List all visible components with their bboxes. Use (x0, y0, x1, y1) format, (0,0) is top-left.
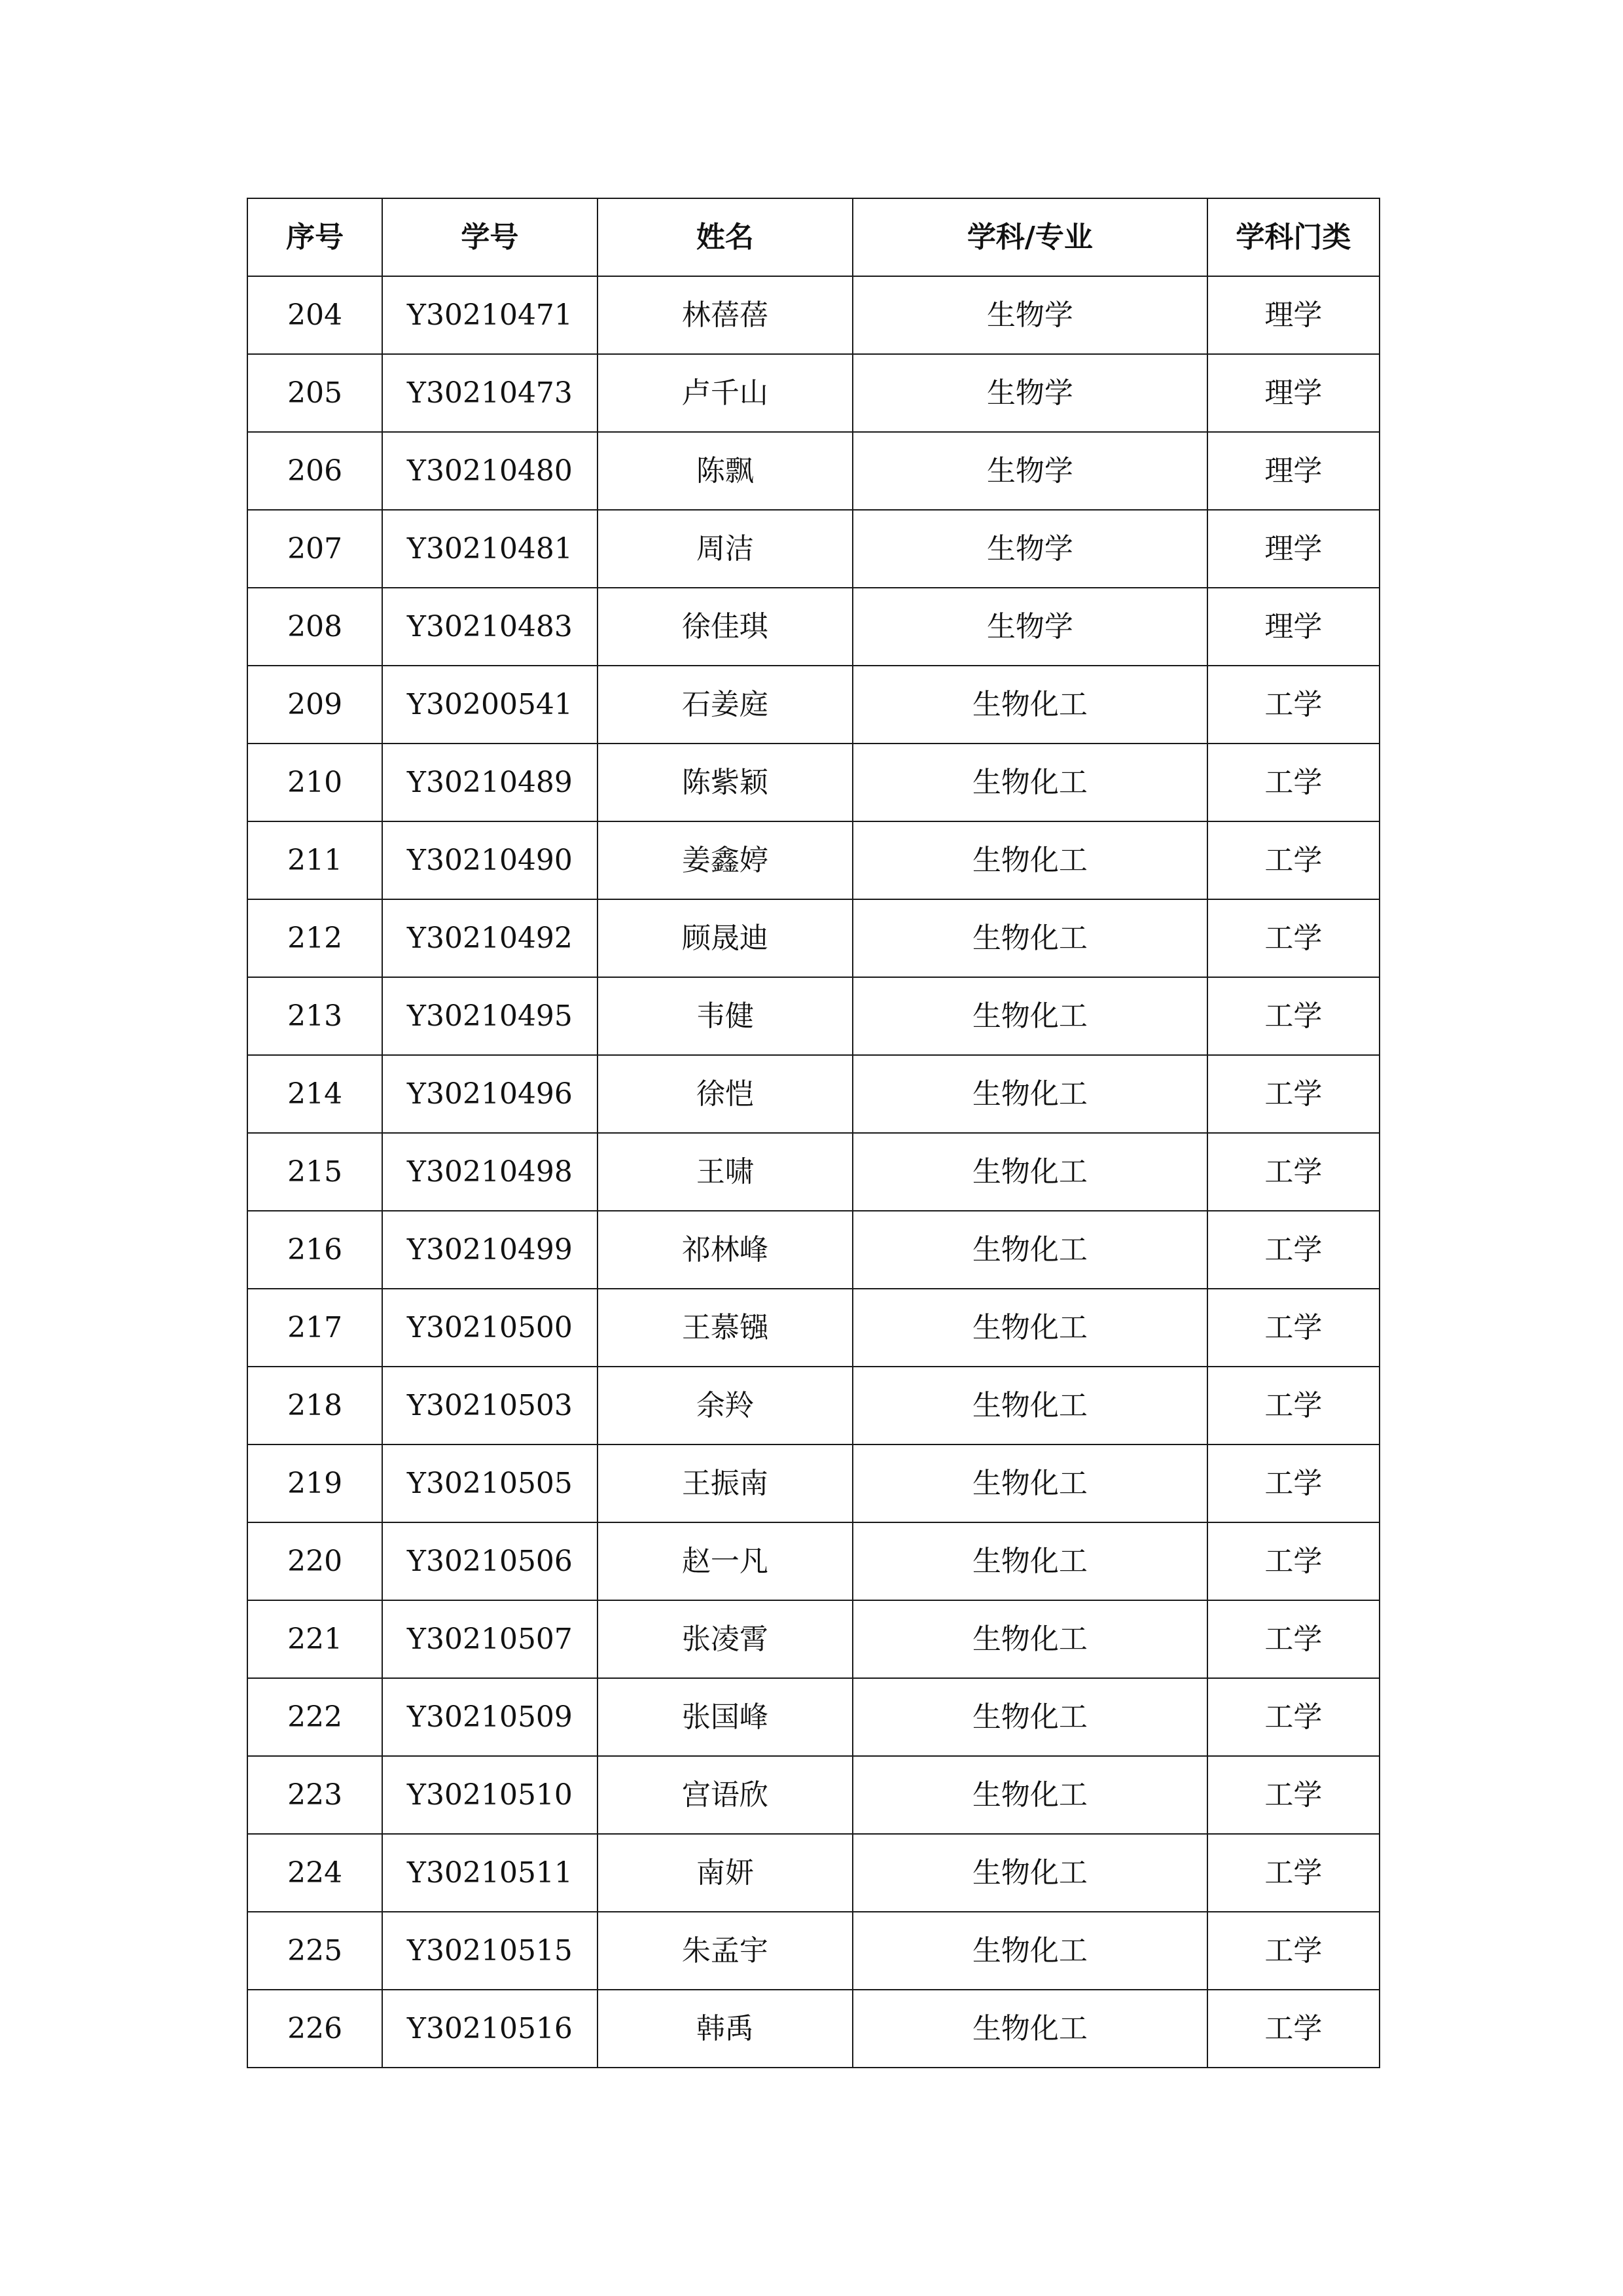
table-body (247, 276, 1380, 2068)
cell-student-id: Y30210510 (382, 1756, 597, 1834)
cell-seq: 216 (247, 1211, 382, 1289)
cell-category: 工学 (1207, 1055, 1380, 1133)
table-row (247, 1600, 1380, 1678)
cell-seq: 215 (247, 1133, 382, 1211)
cell-seq: 220 (247, 1522, 382, 1600)
cell-student-id: Y30210480 (382, 432, 597, 510)
table-row (247, 821, 1380, 899)
cell-student-id: Y30210481 (382, 510, 597, 588)
header-major: 学科/专业 (853, 198, 1207, 276)
cell-name: 韩禹 (597, 1990, 853, 2068)
cell-category: 理学 (1207, 588, 1380, 666)
cell-name: 祁林峰 (597, 1211, 853, 1289)
cell-major: 生物化工 (853, 666, 1207, 744)
cell-name: 南妍 (597, 1834, 853, 1912)
cell-major: 生物化工 (853, 1444, 1207, 1522)
cell-seq: 210 (247, 744, 382, 821)
cell-seq: 224 (247, 1834, 382, 1912)
cell-major: 生物化工 (853, 1133, 1207, 1211)
cell-major: 生物化工 (853, 1756, 1207, 1834)
cell-name: 王啸 (597, 1133, 853, 1211)
cell-major: 生物化工 (853, 1289, 1207, 1367)
cell-name: 张凌霄 (597, 1600, 853, 1678)
cell-category: 工学 (1207, 821, 1380, 899)
cell-category: 工学 (1207, 1444, 1380, 1522)
table-row (247, 1522, 1380, 1600)
table-row (247, 744, 1380, 821)
cell-category: 工学 (1207, 1990, 1380, 2068)
cell-student-id: Y30210483 (382, 588, 597, 666)
cell-category: 理学 (1207, 510, 1380, 588)
table-row (247, 977, 1380, 1055)
table-row (247, 1211, 1380, 1289)
cell-student-id: Y30210515 (382, 1912, 597, 1990)
cell-major: 生物化工 (853, 1522, 1207, 1600)
cell-major: 生物化工 (853, 1834, 1207, 1912)
table-row (247, 1133, 1380, 1211)
cell-category: 工学 (1207, 1522, 1380, 1600)
header-seq: 序号 (247, 198, 382, 276)
header-student-id: 学号 (382, 198, 597, 276)
cell-name: 张国峰 (597, 1678, 853, 1756)
cell-seq: 226 (247, 1990, 382, 2068)
table-row (247, 1678, 1380, 1756)
cell-name: 余羚 (597, 1367, 853, 1444)
cell-student-id: Y30210500 (382, 1289, 597, 1367)
cell-student-id: Y30210495 (382, 977, 597, 1055)
table-row (247, 588, 1380, 666)
cell-name: 王慕镪 (597, 1289, 853, 1367)
cell-major: 生物化工 (853, 1678, 1207, 1756)
cell-seq: 207 (247, 510, 382, 588)
table-row (247, 666, 1380, 744)
cell-category: 理学 (1207, 276, 1380, 354)
cell-name: 朱孟宇 (597, 1912, 853, 1990)
cell-category: 工学 (1207, 899, 1380, 977)
cell-student-id: Y30210471 (382, 276, 597, 354)
cell-student-id: Y30210511 (382, 1834, 597, 1912)
cell-seq: 219 (247, 1444, 382, 1522)
cell-name: 赵一凡 (597, 1522, 853, 1600)
cell-name: 石姜庭 (597, 666, 853, 744)
cell-major: 生物学 (853, 276, 1207, 354)
cell-category: 理学 (1207, 354, 1380, 432)
cell-major: 生物学 (853, 510, 1207, 588)
cell-major: 生物化工 (853, 1211, 1207, 1289)
cell-category: 工学 (1207, 1133, 1380, 1211)
table-row (247, 1834, 1380, 1912)
table-row (247, 1444, 1380, 1522)
cell-major: 生物化工 (853, 1367, 1207, 1444)
cell-major: 生物化工 (853, 744, 1207, 821)
cell-student-id: Y30210499 (382, 1211, 597, 1289)
cell-seq: 213 (247, 977, 382, 1055)
cell-seq: 225 (247, 1912, 382, 1990)
cell-major: 生物学 (853, 354, 1207, 432)
cell-student-id: Y30210505 (382, 1444, 597, 1522)
cell-seq: 222 (247, 1678, 382, 1756)
cell-name: 林蓓蓓 (597, 276, 853, 354)
table-row (247, 1912, 1380, 1990)
table-row (247, 510, 1380, 588)
header-row (247, 198, 1380, 276)
cell-seq: 208 (247, 588, 382, 666)
header-category: 学科门类 (1207, 198, 1380, 276)
cell-category: 工学 (1207, 1367, 1380, 1444)
table-row (247, 1990, 1380, 2068)
table-row (247, 354, 1380, 432)
cell-seq: 221 (247, 1600, 382, 1678)
header-name: 姓名 (597, 198, 853, 276)
cell-name: 顾晟迪 (597, 899, 853, 977)
cell-name: 周洁 (597, 510, 853, 588)
cell-student-id: Y30210498 (382, 1133, 597, 1211)
cell-seq: 214 (247, 1055, 382, 1133)
cell-student-id: Y30210503 (382, 1367, 597, 1444)
cell-category: 理学 (1207, 432, 1380, 510)
cell-seq: 209 (247, 666, 382, 744)
cell-category: 工学 (1207, 1912, 1380, 1990)
cell-major: 生物学 (853, 432, 1207, 510)
cell-student-id: Y30210492 (382, 899, 597, 977)
cell-category: 工学 (1207, 1834, 1380, 1912)
cell-major: 生物学 (853, 588, 1207, 666)
cell-seq: 217 (247, 1289, 382, 1367)
cell-category: 工学 (1207, 1756, 1380, 1834)
cell-student-id: Y30210496 (382, 1055, 597, 1133)
cell-major: 生物化工 (853, 1990, 1207, 2068)
cell-student-id: Y30210507 (382, 1600, 597, 1678)
cell-student-id: Y30210489 (382, 744, 597, 821)
table-row (247, 1367, 1380, 1444)
student-roster-table (247, 198, 1380, 2068)
cell-major: 生物化工 (853, 977, 1207, 1055)
cell-student-id: Y30210516 (382, 1990, 597, 2068)
table-row (247, 1756, 1380, 1834)
cell-student-id: Y30210490 (382, 821, 597, 899)
cell-category: 工学 (1207, 1678, 1380, 1756)
cell-name: 徐恺 (597, 1055, 853, 1133)
cell-major: 生物化工 (853, 821, 1207, 899)
cell-name: 宫语欣 (597, 1756, 853, 1834)
cell-student-id: Y30210506 (382, 1522, 597, 1600)
table-row (247, 899, 1380, 977)
cell-seq: 212 (247, 899, 382, 977)
cell-name: 徐佳琪 (597, 588, 853, 666)
cell-seq: 218 (247, 1367, 382, 1444)
table-row (247, 276, 1380, 354)
cell-major: 生物化工 (853, 1055, 1207, 1133)
cell-student-id: Y30210509 (382, 1678, 597, 1756)
cell-seq: 206 (247, 432, 382, 510)
cell-name: 韦健 (597, 977, 853, 1055)
cell-category: 工学 (1207, 1289, 1380, 1367)
table-row (247, 432, 1380, 510)
cell-major: 生物化工 (853, 899, 1207, 977)
table-row (247, 1055, 1380, 1133)
cell-seq: 223 (247, 1756, 382, 1834)
cell-seq: 204 (247, 276, 382, 354)
cell-student-id: Y30210473 (382, 354, 597, 432)
cell-name: 王振南 (597, 1444, 853, 1522)
cell-name: 卢千山 (597, 354, 853, 432)
cell-category: 工学 (1207, 1211, 1380, 1289)
table-header (247, 198, 1380, 276)
cell-name: 陈飘 (597, 432, 853, 510)
cell-category: 工学 (1207, 744, 1380, 821)
cell-major: 生物化工 (853, 1600, 1207, 1678)
cell-seq: 205 (247, 354, 382, 432)
cell-name: 姜鑫婷 (597, 821, 853, 899)
cell-student-id: Y30200541 (382, 666, 597, 744)
cell-major: 生物化工 (853, 1912, 1207, 1990)
cell-category: 工学 (1207, 666, 1380, 744)
cell-category: 工学 (1207, 977, 1380, 1055)
cell-category: 工学 (1207, 1600, 1380, 1678)
cell-seq: 211 (247, 821, 382, 899)
table-row (247, 1289, 1380, 1367)
cell-name: 陈紫颖 (597, 744, 853, 821)
